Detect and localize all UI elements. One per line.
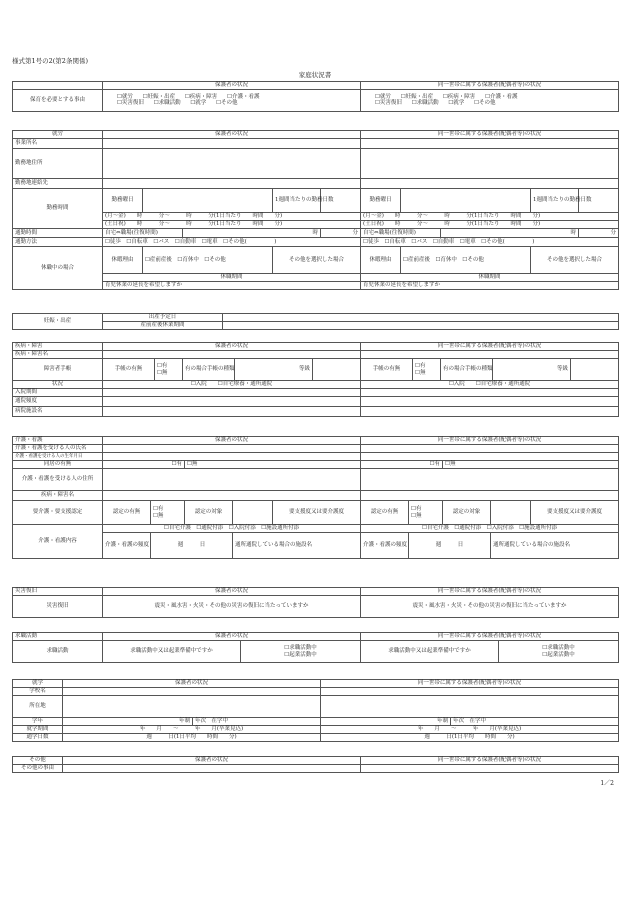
- office-label: 事業所名: [13, 139, 103, 149]
- weekend-hours[interactable]: (土日祝) 時 分～ 時 分(1日当たり 時間 分): [103, 221, 361, 229]
- handbook-grade-input-household[interactable]: [571, 359, 619, 381]
- leave-reason-label-household: 休暇理由: [361, 247, 401, 274]
- job-options-household[interactable]: ☐求職活動中 ☐起業活動中: [499, 641, 619, 663]
- school-grade[interactable]: 年次 在学中: [193, 718, 321, 726]
- hospital-label: 病院施設名: [13, 407, 103, 417]
- care-freq-label: 介護・看護の頻度: [103, 533, 151, 559]
- care-week-household[interactable]: 週 日: [409, 533, 491, 559]
- other-reason-input-household[interactable]: [361, 765, 619, 773]
- form-id: 様式第1号の2(第2条関係): [12, 57, 88, 65]
- guardian-header: 保護者の状況: [103, 82, 361, 90]
- extension-question-household[interactable]: 育児休業の延長を希望しますか: [361, 282, 619, 290]
- care-options[interactable]: ☐自宅介護 ☐通院付添 ☐入院付添 ☐施設通所付添: [103, 525, 361, 533]
- cohab-no[interactable]: ☐無: [185, 461, 361, 469]
- address-input[interactable]: [103, 149, 361, 179]
- maternity-period-label: 産前産後休業期間: [103, 322, 223, 330]
- other-reason-label: その他の事由: [13, 765, 63, 773]
- commute-hour-household[interactable]: 時: [441, 229, 579, 238]
- status-label: 状況: [13, 381, 103, 389]
- reason-table: [12, 81, 619, 112]
- commute-time-label: 通勤時間: [13, 229, 103, 238]
- school-days-household[interactable]: 週 日(1日平均 時間 分): [321, 734, 619, 742]
- cert-target-input-household[interactable]: [491, 501, 531, 525]
- stay-input[interactable]: [103, 389, 361, 397]
- school-period[interactable]: 年 月 ～ 年 月(卒業見込): [63, 726, 321, 734]
- school-name-label: 学校名: [13, 688, 63, 696]
- handbook-label: 障害者手帳: [13, 359, 103, 381]
- document-title: 家庭状況書: [298, 71, 332, 79]
- school-name-input-household[interactable]: [321, 688, 619, 696]
- stay-input-household[interactable]: [361, 389, 619, 397]
- care-content-label: 介護・看護内容: [13, 525, 103, 559]
- address-input-household[interactable]: [361, 149, 619, 179]
- reason-options[interactable]: ☐就労 ☐妊娠・出産 ☐疾病・障害 ☐介護・看護 ☐災害復旧 ☐求職活動 ☐就学 ☐その他: [103, 89, 361, 111]
- contact-label: 勤務地連絡先: [13, 179, 103, 189]
- disaster-table: [12, 587, 619, 618]
- weekly-days-label: 1週間当たりの勤務日数: [273, 189, 321, 213]
- status-options-household[interactable]: ☐入院 ☐自宅療養・通所通院: [361, 381, 619, 389]
- cert-target-label: 認定の対象: [185, 501, 233, 525]
- pregnancy-title: 妊娠・出産: [13, 314, 103, 330]
- other-table: [12, 756, 619, 773]
- illness-guardian-header: 保護者の状況: [103, 343, 361, 351]
- commute-route: 自宅⇔職場(往復時間): [103, 229, 183, 238]
- school-system[interactable]: 年制: [63, 718, 193, 726]
- handbook-yes-no[interactable]: ☐有 ☐無: [155, 359, 183, 381]
- stay-label: 入院期間: [13, 389, 103, 397]
- illness-table: [12, 342, 619, 417]
- school-days[interactable]: 週 日(1日平均 時間 分): [63, 734, 321, 742]
- cert-yes-no[interactable]: ☐有 ☐無: [151, 501, 185, 525]
- illness-title: 疾病・障害: [13, 343, 103, 351]
- pregnancy-table: [12, 313, 619, 330]
- leave-options[interactable]: ☐産前産後 ☐育休中 ☐その他: [143, 247, 273, 274]
- school-household-header: 同一世帯に属する保護者(配偶者等)の状況: [321, 680, 619, 688]
- job-table: [12, 632, 619, 663]
- work-household-header: 同一世帯に属する保護者(配偶者等)の状況: [361, 131, 619, 139]
- care-title: 介護・看護: [13, 437, 103, 445]
- cert-level-label: 要支援度又は要介護度: [273, 501, 361, 525]
- school-period-household[interactable]: 年 月 ～ 年 月(卒業見込): [321, 726, 619, 734]
- care-person-label: 介護・看護を受ける人の氏名: [13, 445, 103, 453]
- disaster-guardian-header: 保護者の状況: [103, 588, 361, 596]
- school-title: 就学: [13, 680, 63, 688]
- contact-input-household[interactable]: [361, 179, 619, 189]
- cert-target-label-household: 認定の対象: [443, 501, 491, 525]
- disaster-label: 災害復旧: [13, 596, 103, 618]
- days-label-household: 勤務曜日: [361, 189, 401, 213]
- care-week[interactable]: 週 日: [151, 533, 233, 559]
- has-handbook-label: 手帳の有無: [103, 359, 155, 381]
- school-location-input-household[interactable]: [321, 696, 619, 718]
- job-label: 求職活動: [13, 641, 103, 663]
- handbook-grade[interactable]: 等級: [235, 359, 313, 381]
- handbook-yes-no-household[interactable]: ☐有 ☐無: [413, 359, 441, 381]
- address-label: 勤務地住所: [13, 149, 103, 179]
- care-illness-label: 疾病・障害名: [13, 491, 103, 501]
- cert-has-label: 認定の有無: [103, 501, 151, 525]
- cert-level-label-household: 要支援度又は要介護度: [531, 501, 619, 525]
- leave-other-label: その他を選択した場合: [273, 247, 361, 274]
- cert-label: 要介護・要支援認定: [13, 501, 103, 525]
- days-input[interactable]: [143, 189, 273, 213]
- disaster-question[interactable]: 震災・風水害・火災・その他の災害の復旧に当たっていますか: [103, 596, 361, 618]
- handbook-kind-label: 有の場合手帳の種類: [183, 359, 235, 381]
- extension-question[interactable]: 育児休業の延長を希望しますか: [103, 282, 361, 290]
- commute-methods-household[interactable]: ☐徒歩 ☐自転車 ☐バス ☐自動車 ☐電車 ☐その他( ): [361, 238, 619, 247]
- leave-period-household[interactable]: 休職期間: [361, 274, 619, 282]
- work-table: [12, 130, 619, 290]
- school-period-label: 就学期間: [13, 726, 63, 734]
- care-address-label: 介護・看護を受ける人の住所: [13, 469, 103, 491]
- school-location-input[interactable]: [63, 696, 321, 718]
- maternity-period-input[interactable]: [223, 322, 619, 330]
- cohab-no-household[interactable]: ☐無: [443, 461, 619, 469]
- leave-options-household[interactable]: ☐産前産後 ☐育休中 ☐その他: [401, 247, 531, 274]
- illness-name-input-household[interactable]: [361, 351, 619, 359]
- cert-has-label-household: 認定の有無: [361, 501, 409, 525]
- commute-route-household: 自宅⇔職場(往復時間): [361, 229, 441, 238]
- office-input[interactable]: [103, 139, 361, 149]
- commute-minute-household[interactable]: 分: [579, 229, 619, 238]
- page-number: 1／2: [600, 780, 614, 787]
- illness-name-input[interactable]: [103, 351, 361, 359]
- care-illness-input[interactable]: [103, 491, 361, 501]
- care-freq-label-household: 介護・看護の頻度: [361, 533, 409, 559]
- disaster-question-household[interactable]: 震災・風水害・火災・その他の災害の復旧に当たっていますか: [361, 596, 619, 618]
- due-date-label: 出産予定日: [103, 314, 223, 322]
- household-header: 同一世帯に属する保護者(配偶者等)の状況: [361, 82, 619, 90]
- contact-input[interactable]: [103, 179, 361, 189]
- reason-options-household[interactable]: ☐就労 ☐妊娠・出産 ☐疾病・障害 ☐介護・看護 ☐災害復旧 ☐求職活動 ☐就学 ☐その他: [361, 89, 619, 111]
- care-person-input[interactable]: [103, 445, 361, 453]
- school-location-label: 所在地: [13, 696, 63, 718]
- care-guardian-header: 保護者の状況: [103, 437, 361, 445]
- job-question: 求職活動中又は起業準備中ですか: [103, 641, 241, 663]
- disaster-title: 災害復旧: [13, 588, 103, 596]
- commute-methods[interactable]: ☐徒歩 ☐自転車 ☐バス ☐自動車 ☐電車 ☐その他( ): [103, 238, 361, 247]
- weekly-days-label-household: 1週間当たりの勤務日数: [531, 189, 579, 213]
- care-facility-label-household: 通所通院している場合の施設名: [491, 533, 619, 559]
- cohab-label: 同居の有無: [13, 461, 103, 469]
- other-guardian-header: 保護者の状況: [63, 757, 361, 765]
- handbook-grade-input[interactable]: [313, 359, 361, 381]
- due-date-input[interactable]: [223, 314, 619, 322]
- care-birth-input[interactable]: [103, 453, 361, 461]
- commute-method-label: 通勤方法: [13, 238, 103, 247]
- school-name-input[interactable]: [63, 688, 321, 696]
- leave-other-label-household: その他を選択した場合: [531, 247, 619, 274]
- leave-label: 休職中の場合: [13, 247, 103, 290]
- other-title: その他: [13, 757, 63, 765]
- hours-label: 勤務時間: [13, 189, 103, 229]
- school-grade-household[interactable]: 年次 在学中: [451, 718, 619, 726]
- cohab-yes-household[interactable]: ☐有: [361, 461, 443, 469]
- illness-name-label: 疾病・障害名: [13, 351, 103, 359]
- school-year-label: 学年: [13, 718, 63, 726]
- cert-yes-no-household[interactable]: ☐有 ☐無: [409, 501, 443, 525]
- hospital-input[interactable]: [103, 407, 361, 417]
- care-illness-input-household[interactable]: [361, 491, 619, 501]
- school-system-household[interactable]: 年制: [321, 718, 451, 726]
- handbook-grade-household[interactable]: 等級: [493, 359, 571, 381]
- work-title: 就労: [13, 131, 103, 139]
- weekday-hours-household[interactable]: (月～金) 時 分～ 時 分(1日当たり 時間 分): [361, 213, 619, 221]
- hospital-input-household[interactable]: [361, 407, 619, 417]
- other-reason-input[interactable]: [63, 765, 361, 773]
- school-guardian-header: 保護者の状況: [63, 680, 321, 688]
- days-input-household[interactable]: [401, 189, 531, 213]
- care-facility-label: 通所通院している場合の施設名: [233, 533, 361, 559]
- care-birth-label: 介護・看護を受ける人の生年月日: [13, 453, 103, 461]
- care-table: [12, 436, 619, 559]
- weekday-hours[interactable]: (月～金) 時 分～ 時 分(1日当たり 時間 分): [103, 213, 361, 221]
- commute-hour[interactable]: 時: [183, 229, 321, 238]
- illness-household-header: 同一世帯に属する保護者(配偶者等)の状況: [361, 343, 619, 351]
- job-question-household: 求職活動中又は起業準備中ですか: [361, 641, 499, 663]
- job-options[interactable]: ☐求職活動中 ☐起業活動中: [241, 641, 361, 663]
- care-birth-input-household[interactable]: [361, 453, 619, 461]
- cert-target-input[interactable]: [233, 501, 273, 525]
- days-label: 勤務曜日: [103, 189, 143, 213]
- care-options-household[interactable]: ☐自宅介護 ☐通院付添 ☐入院付添 ☐施設通所付添: [361, 525, 619, 533]
- other-household-header: 同一世帯に属する保護者(配偶者等)の状況: [361, 757, 619, 765]
- job-title: 求職活動: [13, 633, 103, 641]
- school-days-label: 通学日数: [13, 734, 63, 742]
- status-options[interactable]: ☐入院 ☐自宅療養・通所通院: [103, 381, 361, 389]
- school-table: [12, 679, 619, 742]
- cohab-yes[interactable]: ☐有: [103, 461, 185, 469]
- work-guardian-header: 保護者の状況: [103, 131, 361, 139]
- job-guardian-header: 保護者の状況: [103, 633, 361, 641]
- care-person-input-household[interactable]: [361, 445, 619, 453]
- office-input-household[interactable]: [361, 139, 619, 149]
- commute-minute[interactable]: 分: [321, 229, 361, 238]
- weekend-hours-household[interactable]: (土日祝) 時 分～ 時 分(1日当たり 時間 分): [361, 221, 619, 229]
- care-address-input-household[interactable]: [361, 469, 619, 491]
- leave-period[interactable]: 休職期間: [103, 274, 361, 282]
- care-household-header: 同一世帯に属する保護者(配偶者等)の状況: [361, 437, 619, 445]
- visit-freq-input-household[interactable]: [361, 397, 619, 407]
- leave-reason-label: 休暇理由: [103, 247, 143, 274]
- visit-freq-label: 通院頻度: [13, 397, 103, 407]
- reason-label: 保育を必要とする事由: [13, 89, 103, 111]
- job-household-header: 同一世帯に属する保護者(配偶者等)の状況: [361, 633, 619, 641]
- disaster-household-header: 同一世帯に属する保護者(配偶者等)の状況: [361, 588, 619, 596]
- care-address-input[interactable]: [103, 469, 361, 491]
- handbook-kind-label-household: 有の場合手帳の種類: [441, 359, 493, 381]
- has-handbook-label-household: 手帳の有無: [361, 359, 413, 381]
- visit-freq-input[interactable]: [103, 397, 361, 407]
